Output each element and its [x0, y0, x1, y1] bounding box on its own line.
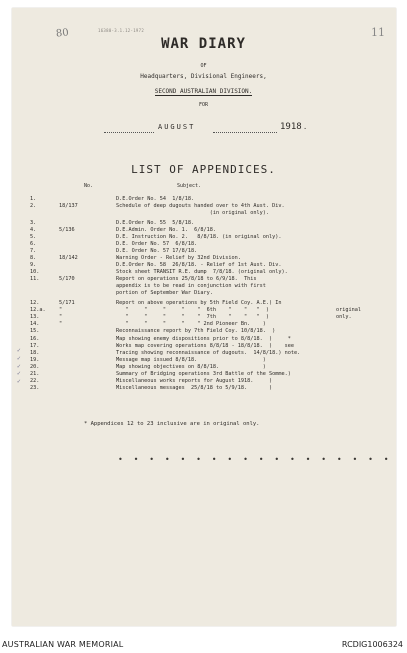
appendix-subject: Map showing objectives on 8/8/18. )	[116, 364, 266, 370]
appendix-number: 8.	[30, 255, 37, 261]
appendix-number: 15.	[30, 328, 40, 334]
appendix-subject: Miscellaneous works reports for August 1918. )	[116, 378, 273, 384]
reference-number: "	[59, 321, 63, 327]
list-item	[0, 234, 407, 241]
appendix-number: 13.	[30, 314, 40, 320]
appendix-subject: D.E.Admin. Order No. 1. 6/8/18.	[116, 227, 216, 233]
appendix-subject: Report on operations 25/8/18 to 6/9/18. This	[116, 276, 257, 282]
check-mark-icon: ✓	[17, 347, 21, 354]
for-label: FOR	[198, 102, 209, 108]
dot-divider: • • • • • • • • • • • • • • • • • •	[118, 455, 392, 464]
reference-number: 18/142	[59, 255, 78, 261]
page-title: WAR DIARY	[161, 36, 246, 52]
list-item	[0, 283, 407, 290]
list-item	[0, 203, 407, 210]
list-item	[0, 248, 407, 255]
list-item	[0, 262, 407, 269]
appendix-subject: D.E. Instruction No. 2. 8/8/18. (in original only).	[116, 234, 282, 240]
appendix-subject: Stock sheet TRANSIT R.E. dump 7/8/18. (original only).	[116, 269, 288, 275]
appendix-number: 21.	[30, 371, 40, 377]
list-item	[0, 290, 407, 297]
appendix-number: 12.	[30, 300, 40, 306]
footnote: * Appendices 12 to 23 inclusive are in original only.	[84, 421, 260, 427]
list-title: LIST OF APPENDICES.	[131, 163, 276, 176]
appendix-number: 14.	[30, 321, 40, 327]
appendix-number: 18.	[30, 350, 40, 356]
appendix-number: 9.	[30, 262, 37, 268]
appendix-subject: " " " " " 7th " " " )	[116, 314, 270, 320]
column-header-subject: Subject.	[177, 183, 202, 189]
appendix-subject: D.E.Order No. 58 26/8/18. - Relief of 1st Aust. Div.	[116, 262, 282, 268]
list-item	[0, 321, 407, 328]
check-mark-icon: ✓	[17, 370, 21, 377]
list-item	[0, 314, 407, 321]
list-item	[0, 269, 407, 276]
of-label: OF	[200, 63, 207, 69]
list-item	[0, 241, 407, 248]
appendix-subject: D.E. Order No. 57 6/8/18.	[116, 241, 198, 247]
year-suffix: .	[303, 123, 308, 131]
appendix-subject: Works map covering operations 8/8/18 - 18/8/18. ) see	[116, 343, 295, 349]
list-item	[0, 300, 407, 307]
appendix-number: 20.	[30, 364, 40, 370]
list-item	[0, 255, 407, 262]
list-item	[0, 307, 407, 314]
appendix-subject: Reconnaissance report by 7th Field Coy. 10/8/18. )	[116, 328, 276, 334]
month-line	[0, 123, 407, 135]
check-mark-icon: ✓	[17, 378, 21, 385]
reference-number: 5/136	[59, 227, 75, 233]
appendix-subject: Warning Order - Relief by 32nd Division.	[116, 255, 241, 261]
appendix-subject: Report on above operations by 5th Field Coy. A.E.) In	[116, 300, 282, 306]
appendix-number: 6.	[30, 241, 37, 247]
appendix-subject: " " " " " 6th " " " )	[116, 307, 270, 313]
list-item	[0, 371, 407, 378]
reference-number: 5/171	[59, 300, 75, 306]
appendix-subject: Map showing enemy dispositions prior to 8/8/18. ) *	[116, 336, 291, 342]
pencil-page-number: 11	[371, 26, 385, 39]
appendix-number: 12.a.	[30, 307, 46, 313]
appendix-number: 16.	[30, 336, 40, 342]
margin-note: original	[336, 307, 361, 313]
list-item	[0, 210, 407, 217]
appendix-subject: Summary of Bridging operations 3rd Battle of the Somme.)	[116, 371, 291, 377]
appendix-number: 5.	[30, 234, 37, 240]
appendix-number: 10.	[30, 269, 40, 275]
list-item	[0, 220, 407, 227]
list-item	[0, 378, 407, 385]
appendix-subject: " " " " " 2nd Pioneer Bn. )	[116, 321, 266, 327]
appendix-subject: Message map issued 8/8/18. )	[116, 357, 266, 363]
reference-number: "	[59, 307, 63, 313]
list-item	[0, 343, 407, 350]
list-item	[0, 385, 407, 392]
list-item	[0, 357, 407, 364]
appendix-number: 4.	[30, 227, 37, 233]
appendix-subject: portion of September War Diary.	[116, 290, 213, 296]
year-value: 1918	[280, 122, 302, 132]
reference-number: "	[59, 314, 63, 320]
appendix-number: 3.	[30, 220, 37, 226]
reference-number: 5/170	[59, 276, 75, 282]
list-item	[0, 227, 407, 234]
appendix-number: 2.	[30, 203, 37, 209]
appendix-subject: D.E.Order No. 54 1/8/18.	[116, 196, 195, 202]
printer-stamp: 16380-3.1.12-1972	[98, 28, 145, 33]
appendix-subject: D.E. Order No. 57 17/8/18.	[116, 248, 198, 254]
appendix-number: 11.	[30, 276, 40, 282]
dotted-leader-right	[213, 132, 277, 133]
appendix-subject: Schedule of deep dugouts handed over to 4th Aust. Div.	[116, 203, 285, 209]
month-value: AUGUST	[158, 123, 196, 131]
dotted-leader-left	[104, 132, 154, 133]
list-item	[0, 350, 407, 357]
pencil-folio-number: 80	[55, 27, 70, 40]
division-text: SECOND AUSTRALIAN DIVISION.	[154, 88, 253, 95]
appendix-subject: appendix is to be read in conjunction with first	[116, 283, 266, 289]
list-item	[0, 276, 407, 283]
list-item	[0, 364, 407, 371]
appendix-subject: (in original only).	[116, 210, 270, 216]
column-header-no: No.	[84, 183, 94, 189]
appendix-number: 7.	[30, 248, 37, 254]
appendix-number: 23.	[30, 385, 40, 391]
unit-name: Headquarters, Divisional Engineers,	[140, 73, 267, 80]
check-mark-icon: ✓	[17, 363, 21, 370]
list-item	[0, 196, 407, 203]
appendix-subject: Miscellaneous messages 25/8/18 to 5/9/18. )	[116, 385, 273, 391]
appendix-number: 19.	[30, 357, 40, 363]
margin-note: only.	[336, 314, 352, 320]
check-mark-icon: ✓	[17, 355, 21, 362]
appendix-subject: Tracing showing reconnaissance of dugouts. 14/8/18.) note.	[116, 350, 301, 356]
list-item	[0, 328, 407, 335]
list-item	[0, 336, 407, 343]
reference-number: 18/137	[59, 203, 78, 209]
appendix-number: 22.	[30, 378, 40, 384]
appendix-subject: D.E.Order No. 55 5/8/18.	[116, 220, 195, 226]
division-name	[0, 88, 407, 95]
archive-credit: AUSTRALIAN WAR MEMORIAL	[2, 640, 124, 649]
appendix-number: 1.	[30, 196, 37, 202]
archive-reference: RCDIG1006324	[341, 640, 403, 649]
appendix-number: 17.	[30, 343, 40, 349]
